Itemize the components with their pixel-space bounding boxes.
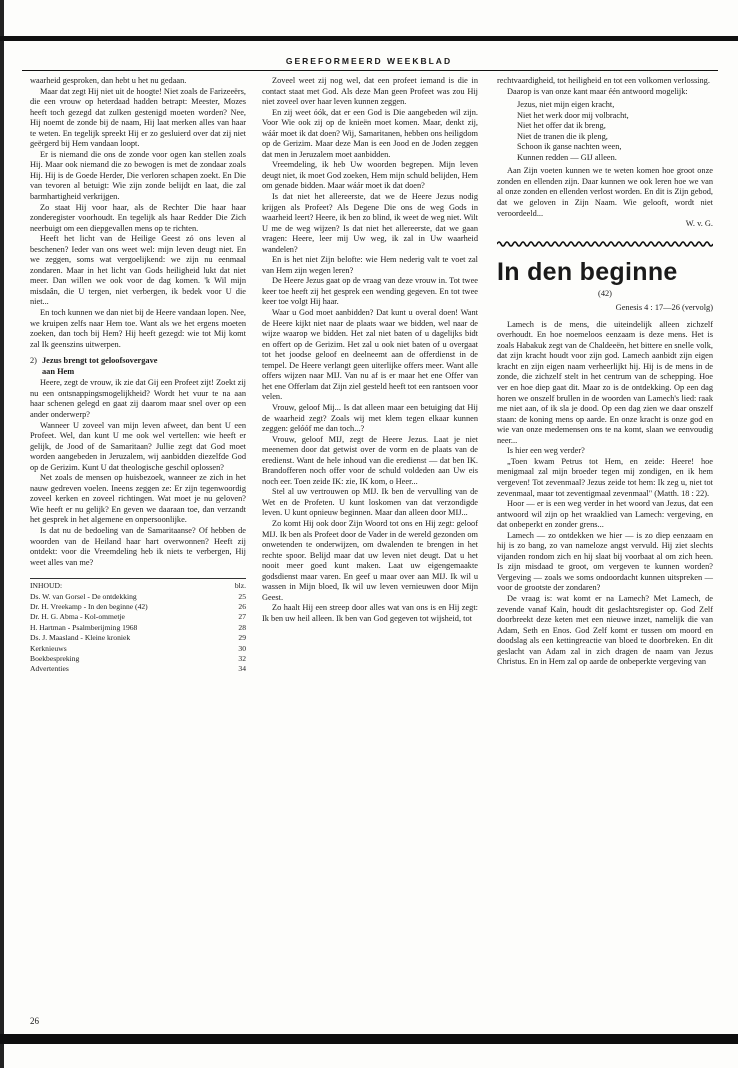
- column-2: [262, 76, 478, 624]
- paragraph: Zoveel weet zij nog wel, dat een profeet iemand is die in contact staat met God. Als deze Man geen Profeet was zou Hij niet zoveel over haar leven kunnen zeggen.: [262, 76, 478, 107]
- paragraph: „Toen kwam Petrus tot Hem, en zeide: Heere! hoe menigmaal zal mijn broeder tegen mij zondigen, en ik hem vergeven! Tot zevenmaal? Jezus zeide tot hem: Ik zeg u, niet tot zevenmaal, maar tot zeventigmaal zevenmaal" (Matth. 18 : 22).: [497, 456, 713, 498]
- paragraph: Er is niemand die ons de zonde voor ogen kan stellen zoals Hij. Maar ook niemand die zo bewogen is met de zondaar zoals Hij. Hij is de Goede Herder, Die verloren schapen zoekt. En Die van tevoren al betuigt: Wie zijn zonde belijdt en laat, die zal barmhartigheid verkrijgen.: [30, 149, 246, 202]
- toc-label: INHOUD:: [30, 581, 63, 591]
- paragraph: De Heere Jezus gaat op de vraag van deze vrouw in. Tot twee keer toe heeft zij het gesprek een wending gegeven. En tot twee keer toe volgt Hij haar.: [262, 276, 478, 307]
- article-number: (42): [598, 288, 612, 298]
- toc-item-title: Kerknieuws: [30, 643, 67, 653]
- wavy-divider: [497, 239, 713, 249]
- column-1: [30, 76, 246, 675]
- paragraph: Daarop is van onze kant maar één antwoord mogelijk:: [507, 86, 688, 96]
- toc-item-title: Advertenties: [30, 664, 69, 674]
- toc-item-page: 34: [238, 664, 246, 674]
- toc-item: [30, 644, 246, 654]
- poem-line: Kunnen redden — GIJ alleen.: [517, 152, 617, 162]
- paragraph: waarheid gesproken, dan hebt u het nu gedaan.: [30, 76, 187, 85]
- paragraph: Stel al uw vertrouwen op MIJ. Ik ben de vervulling van de Wet en de Profeten. U kunt loskomen van dat verzondigde leven. U kunt opnieuw beginnen. Maar dan alleen door MIJ...: [262, 487, 478, 518]
- toc-item: [30, 654, 246, 664]
- paragraph: Aan Zijn voeten kunnen we te weten komen hoe groot onze zonden en ellenden zijn. Daar kunnen we ook leren hoe we van al onze zonden en ellenden verlost worden. En dit is Zijn gebod, dat we geloven in Zijn Naam. Wie gelooft, wordt niet veroordeeld...: [497, 166, 713, 218]
- paragraph: Wanneer U zoveel van mijn leven afweet, dan bent U een Profeet. Wel, dan kunt U me ook wel vertellen: wie heeft er gelijk, de Jood of de Samaritaan? Jullie zegt dat God moet worden aangebeden in Jeruzalem, wij aanbidden diezelfde God op de Gerizim. Kunt U dat theologische geschil oplossen?: [30, 420, 246, 472]
- bottom-rule: [0, 1034, 738, 1044]
- author-signature: W. v. G.: [685, 219, 713, 229]
- toc-item: [30, 623, 246, 633]
- toc-item: [30, 592, 246, 602]
- toc-item-page: 32: [238, 654, 246, 663]
- paragraph: Hoor — er is een weg verder in het woord van Jezus, dat een antwoord wil zijn op het wraaklied van Lamech: vergeving, en dat onbeperkt en zonder grens...: [497, 499, 713, 530]
- section-heading: [30, 356, 246, 377]
- poem-line: Niet het werk door mij volbracht,: [517, 110, 629, 120]
- paragraph: Zo staat Hij voor haar, als de Rechter Die haar haar zonderegister voorhoudt. En tegelijk als haar Redder Die Zich neerbuigt om een diepgevallen mens op te richten.: [30, 202, 246, 233]
- toc-item-title: Ds. J. Maasland - Kleine kroniek: [30, 633, 131, 643]
- table-of-contents: [30, 578, 246, 675]
- paragraph: Lamech is de mens, die uiteindelijk alleen zichzelf overhoudt. En hoe noemeloos eenzaam is deze mens. Het is zoals Habakuk zegt van de Chaldeeën, het bittere en snelle volk, dat zijn kracht houdt voor zijn god. Lamech aanbidt zijn eigen kracht en zijn eigen naam verheerlijkt hij. Hij is de mens in de zonde, die zichzelf stelt in het centrum van de schepping. Hoe ver en hoe diep gaat dit. Maar zo is de ontdekking. Op een dag horen we onszelf brullen in de woorden van Lamech's lied: raak me niet aan, of ik sla je dood. Op een dag zien we daar onszelf staan: de koning mens op aarde. En onze kracht is onze god en wie van onze medemensen ons te na komt, slaan we eenvoudig neer...: [497, 319, 713, 445]
- poem-line: Jezus, niet mijn eigen kracht,: [517, 100, 615, 110]
- paragraph: Is hier een weg verder?: [507, 446, 585, 456]
- toc-page-label: blz.: [234, 581, 246, 591]
- paragraph: En zij weet óók, dat er een God is Die aangebeden wil zijn. Voor Wie ook zij op de knieën moet komen. Maar, denkt zij, wáár moet ik dat doen? Wij, Samaritanen, hebben ons heiligdom op de Gerizim. Maar deze Man is een Jood en de Joden zeggen dat men in Jeruzalem moet aanbidden.: [262, 107, 478, 159]
- paragraph: Maar dat zegt Hij niet uit de hoogte! Niet zoals de Farizeeërs, die een vrouw op heterdaad hadden betrapt: Meester, Mozes heeft toch gezegd dat zulken gestenigd moeten worden? Nee, Hij noemt de zonde bij de naam, Hij laat merken alles van haar te weten. En tegelijk spreekt Hij er zo gesluierd over dat zij niet geërgerd bij Hem vandaan loopt.: [30, 86, 246, 149]
- paragraph: Vrouw, geloof Mij... Is dat alleen maar een betuiging dat Hij de waarheid zegt? Zoals wij met klem tegen elkaar kunnen zeggen: gelóóf me dan toch...?: [262, 402, 478, 434]
- scan-left-edge: [0, 0, 4, 1068]
- paragraph: Vrouw, geloof MIJ, zegt de Heere Jezus. Laat je niet meenemen door dat getwist over de vorm en de plaats van de eredienst. Want de hele inhoud van die eredienst — dat ben IK. Brandofferen noch offer voor de schuld voldeden aan Uw eis noch eer. Toen zeide IK: zie, IK kom, o Heer...: [262, 434, 478, 486]
- toc-item-page: 26: [238, 601, 246, 611]
- page-number: 26: [30, 1016, 39, 1026]
- poem-line: Niet de tranen die ik pleng,: [517, 131, 608, 141]
- paragraph: rechtvaardigheid, tot heiligheid en tot een volkomen verlossing.: [497, 76, 710, 85]
- paragraph: Zo komt Hij ook door Zijn Woord tot ons en Hij zegt: geloof MIJ. Ik ben als Profeet door de Vader in de wereld gezonden om onwetenden te onderwijzen, om dwalenden te brengen in het rechte spoor. Belijd maar dat uw leven niet deugt. Dat u het nooit meer goed kunt maken. Laat uw eigengemaakte godsdienst maar varen. En geef u maar over aan MIJ. Ik wil u wassen in Mijn bloed, Ik wil uw leven vernieuwen door Mijn Geest.: [262, 518, 478, 602]
- paragraph: Vreemdeling, ik heb Uw woorden begrepen. Mijn leven deugt niet, ik moet God zoeken, Hem mijn schuld belijden, Hem om genade bidden. Maar wáár moet ik dat doen?: [262, 160, 478, 191]
- toc-item-title: Ds. W. van Gorsel - De ontdekking: [30, 591, 137, 601]
- scripture-reference: Genesis 4 : 17—26 (vervolg): [615, 303, 713, 313]
- paragraph: Waar u God moet aanbidden? Dat kunt u overal doen! Want de Heere kijkt niet naar de plaats waar we bidden, wel naar de wijze waarop we bidden. Het zal niet baten of u dagelijks bidt en offert op de Gerizim. Het zal u ook niet baten of u overgaat tot het joodse geloof en deelneemt aan de offerdienst in de tempel. De Heere verlangt geen uiterlijke offers meer. Want alle offers wijzen naar MIJ. Van nu af is er maar het ene Offer van het ene Offerlam dat Zijn ziel gesteld heeft tot een rantsoen voor velen.: [262, 308, 478, 402]
- section-heading-line2: aan Hem: [42, 366, 75, 376]
- toc-item-page: 28: [238, 622, 246, 632]
- paragraph: Net zoals de mensen op huisbezoek, wanneer ze zich in het nauw gedreven voelen. Ineens zeggen ze: Er zijn tegenwoordig zoveel kerken en zoveel richtingen. Wat moet je nu geloven? Wie heeft er nu gelijk? En geven we daaraan toe, dan verzandt het gesprek in het algemene en onpersoonlijke.: [30, 473, 246, 525]
- header-rule: [22, 70, 718, 71]
- paragraph: En is het niet Zijn belofte: wie Hem nederig valt te voet zal van Hem zijn wegen leren?: [262, 255, 478, 275]
- paragraph: Lamech — zo ontdekken we hier — is zo diep eenzaam en hij is zo bang, zo van nameloze angst vervuld. Hij ziet slechts vijanden rondom zich en hij slaat bij voorbaat al om zich heen. Is zijn misdaad te groot, om vergeven te kunnen worden? Vergeving — zoals we soms ondoordacht kunnen uitspreken — voor de grootste der zondaren?: [497, 530, 713, 593]
- section-heading-line1: Jezus brengt tot geloofsovergave: [42, 356, 158, 366]
- toc-item-title: H. Hartman - Psalmberijming 1968: [30, 622, 138, 632]
- toc-item: [30, 602, 246, 612]
- column-3: [497, 76, 713, 668]
- toc-item: [30, 664, 246, 674]
- poem-line: Schoon ik ganse nachten ween,: [517, 142, 622, 152]
- toc-item-title: Dr. H. G. Abma - Kol-ommetje: [30, 612, 125, 622]
- paragraph: Heere, zegt de vrouw, ik zie dat Gij een Profeet zijt! Zoekt zij nu een ontsnappingsmogelijkheid? Wordt het vuur te na aan haar schenen gelegd en gaat zij daarom maar snel over op een ander onderwerp?: [30, 378, 246, 419]
- toc-item-title: Dr. H. Vreekamp - In den beginne (42): [30, 601, 148, 611]
- toc-item-page: 29: [238, 633, 246, 643]
- toc-item-title: Boekbespreking: [30, 654, 80, 663]
- article-title: In den beginne: [497, 257, 678, 286]
- paragraph: De vraag is: wat komt er na Lamech? Met Lamech, de zevende vanaf Kaïn, houdt dit geslachtsregister op. God Zelf doorbreekt deze keten met een nieuwe inzet, namelijk die van Adam, Seth en Enos. God Zelf komt er tussen om moord en doodslag als een kettingreactie van bloed te doorbreken. En dit geslacht van Adam zal in zich dragen de naam van Jezus Christus. En in Hem zal op aarde de onbeperkte vergeving van: [497, 593, 713, 667]
- section-number: 2): [30, 356, 37, 366]
- paragraph: Zo haalt Hij een streep door alles wat van ons is en Hij zegt: Ik ben uw heil alleen. Ik ben van God gegeven tot wijsheid, tot: [262, 603, 478, 623]
- toc-item: [30, 633, 246, 643]
- hymn-quote: [517, 100, 713, 163]
- toc-item-page: 27: [238, 612, 246, 622]
- paragraph: Heeft het licht van de Heilige Geest zó ons leven al beschenen? Ieder van ons weet wel: mijn leven deugt niet. En we zeggen, soms wat vergoelijkend: we zijn nu eenmaal zondaren. Maar in het licht van Gods heiligheid lukt dat niet meer. Dan willen we ook voor de dag komen. 'k Wil mijn misdaân, die U tergen, niet verbergen, ik bedek voor U die niet...: [30, 234, 246, 307]
- journal-header: GEREFORMEERD WEEKBLAD: [285, 56, 453, 66]
- toc-item: [30, 612, 246, 622]
- toc-item-page: 25: [238, 591, 246, 601]
- toc-item-page: 30: [238, 643, 246, 653]
- poem-line: Niet het offer dat ik breng,: [517, 121, 606, 131]
- paragraph: Is dat nu de bedoeling van de Samaritaanse? Of hebben de woorden van de Heiland haar hart overwonnen? Heeft zij ontdekt: voor die Vreemdeling heb ik niets te verbergen, Hij weet alles van me?: [30, 525, 246, 567]
- toc-header: [30, 581, 246, 591]
- paragraph: En toch kunnen we dan niet bij de Heere vandaan lopen. Nee, we kruipen zelfs naar Hem toe. Want als we het ergens moeten zoeken, dan toch bij Hem? Hij heeft gezegd: wie tot Mij komt zal Ik geenszins uitwerpen.: [30, 308, 246, 349]
- paragraph: Is dat niet het allereerste, dat we de Heere Jezus nodig krijgen als Profeet? Als Degene Die ons de weg Gods in waarheid leert? Heere, ik ben zo blind, ik weet de weg niet. Wilt U me de weg wijzen? Is dat niet het allereerste, dat we gaan vragen: Heere, leer mij Uw weg, ik zal in Uw waarheid wandelen?: [262, 192, 478, 254]
- top-rule: [0, 36, 738, 41]
